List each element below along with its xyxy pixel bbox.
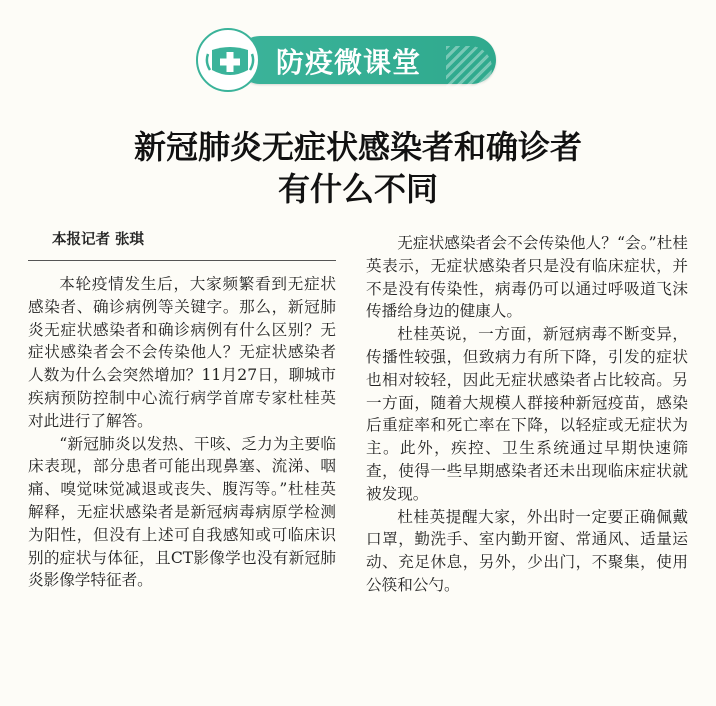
banner-icon-circle <box>196 28 260 92</box>
mask-plus-icon <box>204 40 256 84</box>
right-column <box>366 232 688 597</box>
paragraph: 本轮疫情发生后，大家频繁看到无症状感染者、确诊病例等关键字。那么，新冠肺炎无症状感染者和确诊病例有什么区别？无症状感染者会不会传染他人？无症状感染者人数为什么会突然增加？11月27日，聊城市疾病预防控制中心流行病学首席专家杜桂英对此进行了解答。 <box>28 275 336 430</box>
headline-line-2: 有什么不同 <box>277 170 438 208</box>
headline-line-1: 新冠肺炎无症状感染者和确诊者 <box>133 128 582 166</box>
headline <box>0 126 716 210</box>
banner-stripes <box>446 46 492 90</box>
paragraph: “新冠肺炎以发热、干咳、乏力为主要临床表现，部分患者可能出现鼻塞、流涕、咽痛、嗅觉味觉减退或丧失、腹泻等。”杜桂英解释，无症状感染者是新冠病毒病原学检测为阳性，但没有上述可自我感知或可临床识别的症状与体征，且CT影像学也没有新冠肺炎影像学特征者。 <box>28 434 336 590</box>
left-column <box>28 230 336 592</box>
paragraph: 杜桂英提醒大家，外出时一定要正确佩戴口罩，勤洗手、室内勤开窗、常通风、适量运动、充足休息，另外，少出门，不聚集，使用公筷和公勺。 <box>366 507 688 594</box>
byline: 本报记者 张琪 <box>28 230 336 261</box>
paragraph: 无症状感染者会不会传染他人？“会。”杜桂英表示，无症状感染者只是没有临床症状，并不是没有传染性，病毒仍可以通过呼吸道飞沫传播给身边的健康人。 <box>366 234 688 321</box>
column-banner <box>196 28 502 92</box>
paragraph: 杜桂英说，一方面，新冠病毒不断变异，传播性较强，但致病力有所下降，引发的症状也相对较轻，因此无症状感染者占比较高。另一方面，随着大规模人群接种新冠疫苗，感染后重症率和死亡率在下降，以轻症或无症状为主。此外，疾控、卫生系统通过早期快速筛查，使得一些早期感染者还未出现临床症状就被发现。 <box>366 325 688 503</box>
banner-title: 防疫微课堂 <box>276 46 422 79</box>
